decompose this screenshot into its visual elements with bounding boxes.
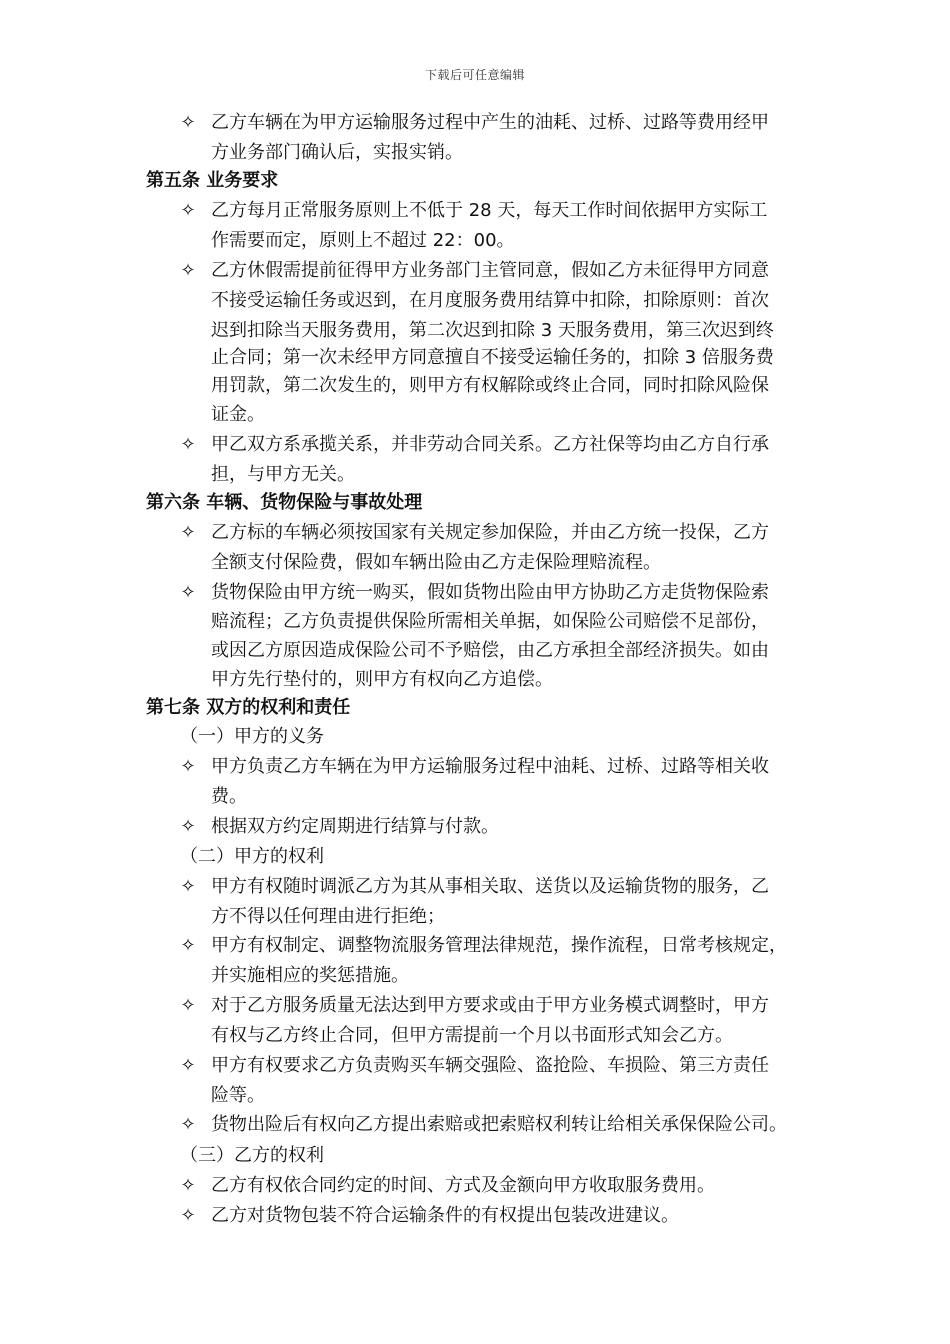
bullet-icon: ✧ [180, 1205, 196, 1226]
bullet-icon: ✧ [180, 112, 196, 133]
item-line: 货物保险由甲方统一购买，假如货物出险由甲方协助乙方走货物保险索 [211, 582, 769, 603]
subsection-2-title: （二）甲方的权利 [180, 846, 324, 867]
item-line: 有权与乙方终止合同，但甲方需提前一个月以书面形式知会乙方。 [211, 1025, 733, 1046]
item-line: 方业务部门确认后，实报实销。 [211, 142, 463, 163]
item-line: 对于乙方服务质量无法达到甲方要求或由于甲方业务模式调整时，甲方 [211, 995, 769, 1016]
item-line: 或因乙方原因造成保险公司不予赔偿，由乙方承担全部经济损失。如由 [211, 640, 769, 661]
item-line: 乙方休假需提前征得甲方业务部门主管同意，假如乙方未征得甲方同意 [211, 260, 769, 281]
bullet-icon: ✧ [180, 1055, 196, 1076]
page-header-note: 下载后可任意编辑 [424, 68, 525, 82]
item-line: 甲方负责乙方车辆在为甲方运输服务过程中油耗、过桥、过路等相关收 [211, 756, 769, 777]
item-line: 迟到扣除当天服务费用，第二次迟到扣除 3 天服务费用，第三次迟到终 [211, 320, 774, 341]
subsection-1-title: （一）甲方的义务 [180, 726, 324, 747]
item-line: 担，与甲方无关。 [211, 464, 355, 485]
bullet-icon: ✧ [180, 522, 196, 543]
item-line: 甲方先行垫付的，则甲方有权向乙方追偿。 [211, 669, 553, 690]
item-line: 乙方对货物包装不符合运输条件的有权提出包装改进建议。 [211, 1205, 679, 1226]
article-6-heading: 第六条 车辆、货物保险与事故处理 [146, 492, 423, 513]
item-line: 乙方每月正常服务原则上不低于 28 天，每天工作时间依据甲方实际工 [211, 200, 768, 221]
bullet-icon: ✧ [180, 200, 196, 221]
article-5-heading: 第五条 业务要求 [146, 170, 279, 191]
item-line: 赔流程；乙方负责提供保险所需相关单据，如保险公司赔偿不足部份， [211, 611, 769, 632]
bullet-icon: ✧ [180, 995, 196, 1016]
item-line: 甲方有权制定、调整物流服务管理法律规范，操作流程，日常考核规定， [211, 935, 787, 956]
item-line: 乙方标的车辆必须按国家有关规定参加保险，并由乙方统一投保，乙方 [211, 522, 769, 543]
bullet-icon: ✧ [180, 1175, 196, 1196]
article-7-heading: 第七条 双方的权利和责任 [146, 697, 351, 718]
item-line: 方不得以任何理由进行拒绝； [211, 906, 445, 927]
item-line: 全额支付保险费，假如车辆出险由乙方走保险理赔流程。 [211, 552, 661, 573]
item-line: 止合同；第一次未经甲方同意擅自不接受运输任务的，扣除 3 倍服务费 [211, 347, 774, 368]
bullet-icon: ✧ [180, 816, 196, 837]
item-line: 并实施相应的奖惩措施。 [211, 965, 409, 986]
item-line: 证金。 [211, 404, 265, 425]
bullet-icon: ✧ [180, 756, 196, 777]
item-line: 甲方有权要求乙方负责购买车辆交强险、盗抢险、车损险、第三方责任 [211, 1055, 769, 1076]
bullet-icon: ✧ [180, 1114, 196, 1135]
bullet-icon: ✧ [180, 582, 196, 603]
bullet-icon: ✧ [180, 260, 196, 281]
item-line: 甲乙双方系承揽关系，并非劳动合同关系。乙方社保等均由乙方自行承 [211, 434, 769, 455]
item-line: 险等。 [211, 1085, 265, 1106]
item-line: 乙方有权依合同约定的时间、方式及金额向甲方收取服务费用。 [211, 1175, 715, 1196]
item-line: 货物出险后有权向乙方提出索赔或把索赔权利转让给相关承保保险公司。 [211, 1114, 787, 1135]
bullet-icon: ✧ [180, 876, 196, 897]
subsection-3-title: （三）乙方的权利 [180, 1145, 324, 1166]
item-line: 甲方有权随时调派乙方为其从事相关取、送货以及运输货物的服务，乙 [211, 876, 769, 897]
item-line: 乙方车辆在为甲方运输服务过程中产生的油耗、过桥、过路等费用经甲 [211, 112, 769, 133]
item-line: 费。 [211, 786, 247, 807]
bullet-icon: ✧ [180, 434, 196, 455]
item-line: 不接受运输任务或迟到，在月度服务费用结算中扣除，扣除原则：首次 [211, 290, 769, 311]
bullet-icon: ✧ [180, 935, 196, 956]
item-line: 根据双方约定周期进行结算与付款。 [211, 816, 499, 837]
item-line: 作需要而定，原则上不超过 22：00。 [211, 230, 515, 251]
item-line: 用罚款，第二次发生的，则甲方有权解除或终止合同，同时扣除风险保 [211, 375, 769, 396]
